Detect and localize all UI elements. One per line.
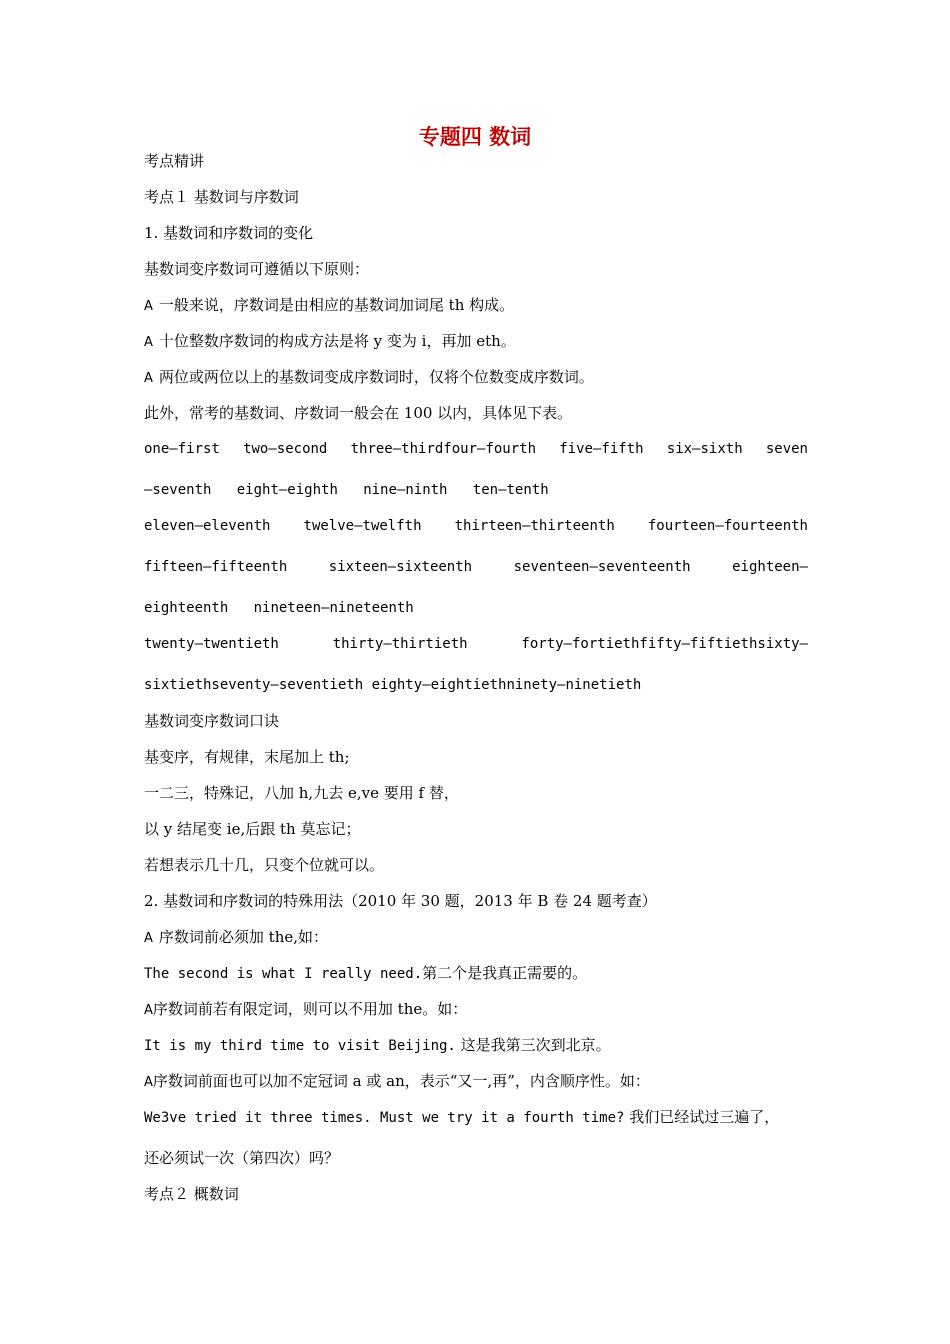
bullet-text: 序数词前必须加 the,如： (158, 928, 329, 946)
example-chinese: 这是我第三次到北京。 (455, 1036, 611, 1054)
number-pair: ten—tenth (472, 482, 549, 498)
rhyme-line: 基变序，有规律，末尾加上 th; (144, 748, 350, 766)
topic-heading: 考点２ 概数词 (144, 1185, 239, 1203)
bullet-item (144, 295, 808, 317)
bullet-marker: A (144, 1075, 153, 1090)
number-row (144, 516, 808, 536)
topic-heading: 考点１ 基数词与序数词 (144, 188, 299, 206)
number-pair: twelve—twelfth (303, 518, 422, 534)
bullet-text: 序数词前若有限定词，则可以不用加 the。如： (152, 1000, 468, 1018)
bullet-item (144, 367, 808, 389)
rhyme-line: 以 y 结尾变 ie,后跟 th 莫忘记； (144, 820, 361, 838)
number-pair: —seventh (144, 482, 212, 498)
number-pair: thirteen—thirteenth (454, 518, 615, 534)
number-pair: two—second (243, 441, 328, 457)
rhyme-line: 一二三，特殊记，八加 h,九去 e,ve 要用 f 替， (144, 784, 459, 802)
example-english: We3ve tried it three times. Must we try it a fourth time? (144, 1110, 625, 1126)
number-pair: seven (765, 441, 808, 457)
number-row (144, 675, 808, 695)
bullet-text: 一般来说，序数词是由相应的基数词加词尾 th 构成。 (158, 296, 515, 314)
number-pair: sixteen—sixteenth (328, 559, 473, 575)
number-pair: three—thirdfour—fourth (350, 441, 537, 457)
page-title: 专题四 数词 (418, 124, 532, 149)
example-sentence (144, 1035, 808, 1056)
bullet-text: 序数词前面也可以加不定冠词 a 或 an，表示“又一,再”，内含顺序性。如： (152, 1072, 650, 1090)
number-pair: nine—ninth (363, 482, 448, 498)
number-pair: one—first (144, 441, 220, 457)
subheading: 基数词变序数词口诀 (144, 712, 280, 730)
number-pair: fifteen—fifteenth (144, 559, 288, 575)
paragraph: 基数词变序数词可遵循以下原则： (144, 260, 370, 278)
number-pair: nineteen—nineteenth (253, 600, 414, 616)
bullet-marker: A (144, 1003, 153, 1018)
section-heading: 考点精讲 (144, 152, 205, 170)
bullet-marker: A (144, 931, 153, 946)
bullet-item (144, 999, 808, 1021)
number-pair: fourteen—fourteenth (647, 518, 808, 534)
number-row (144, 634, 808, 654)
subheading: 2. 基数词和序数词的特殊用法（2010 年 30 题，2013 年 B 卷 24 题考查） (144, 892, 657, 910)
bullet-text: 两位或两位以上的基数词变成序数词时，仅将个位数变成序数词。 (158, 368, 594, 386)
example-sentence (144, 1107, 808, 1128)
subheading: 1. 基数词和序数词的变化 (144, 224, 314, 242)
number-pair: eighty—eightiethninety—ninetieth (371, 677, 642, 693)
example-chinese: 我们已经试过三遍了， (624, 1108, 780, 1126)
example-english: The second is what I really need. (144, 966, 423, 982)
bullet-marker: A (144, 299, 153, 314)
bullet-item (144, 331, 808, 353)
number-pair: sixtiethseventy—seventieth (144, 677, 364, 693)
number-pair: eleven—eleventh (144, 518, 271, 534)
number-pair: forty—fortiethfifty—fiftiethsixty— (521, 636, 808, 652)
number-pair: seventeen—seventeenth (513, 559, 691, 575)
example-chinese: 第二个是我真正需要的。 (422, 964, 588, 982)
example-english: It is my third time to visit Beijing. (144, 1038, 456, 1054)
number-pair: eighteen— (732, 559, 808, 575)
bullet-marker: A (144, 335, 153, 350)
number-pair: eighteenth (144, 600, 229, 616)
number-pair: six—sixth (666, 441, 743, 457)
number-row (144, 557, 808, 577)
number-pair: five—fifth (559, 441, 644, 457)
number-pair: thirty—thirtieth (332, 636, 468, 652)
number-pair: twenty—twentieth (144, 636, 279, 652)
number-row (144, 480, 808, 500)
bullet-marker: A (144, 371, 153, 386)
number-row (144, 598, 808, 618)
paragraph: 此外，常考的基数词、序数词一般会在 100 以内，具体见下表。 (144, 404, 573, 422)
bullet-text: 十位整数序数词的构成方法是将 y 变为 i，再加 eth。 (158, 332, 516, 350)
rhyme-line: 若想表示几十几，只变个位就可以。 (144, 856, 385, 874)
bullet-item (144, 927, 808, 949)
number-pair: eight—eighth (236, 482, 338, 498)
example-sentence (144, 963, 808, 984)
example-sentence-cont: 还必须试一次（第四次）吗？ (144, 1149, 340, 1167)
bullet-item (144, 1071, 808, 1093)
number-row (144, 439, 808, 459)
